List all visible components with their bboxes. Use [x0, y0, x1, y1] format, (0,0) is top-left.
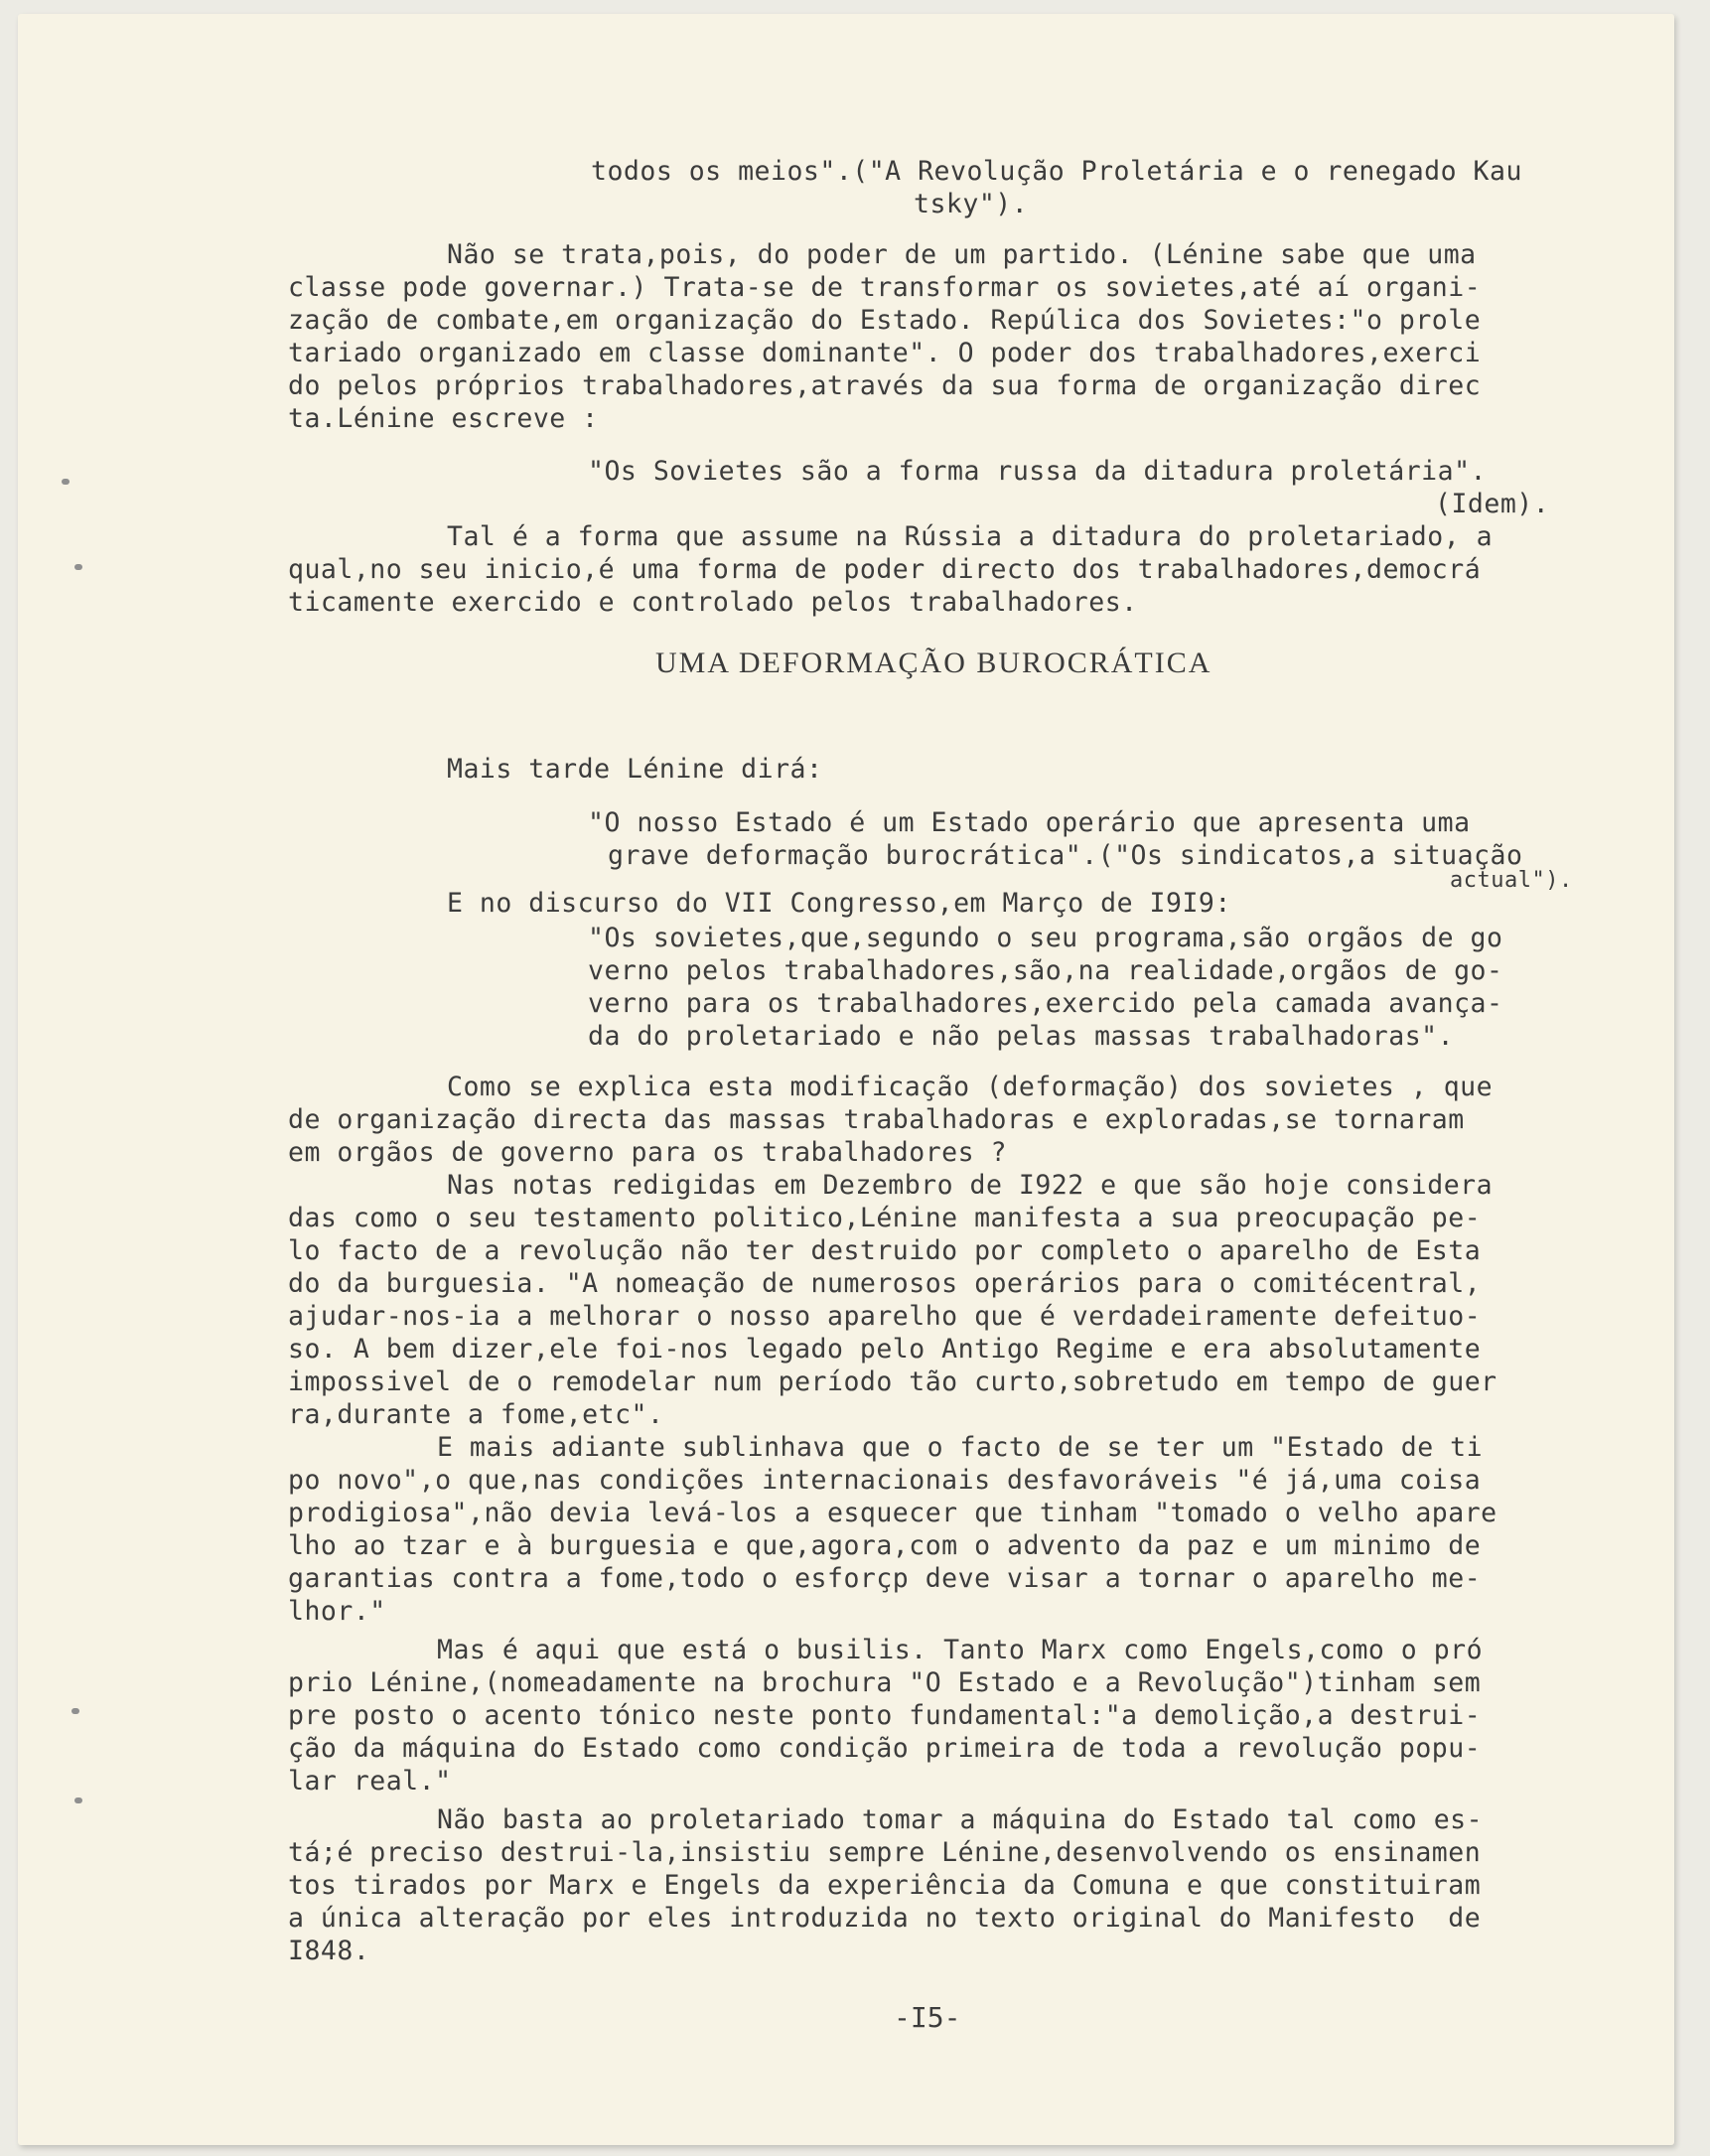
- text-line: ra,durante a fome,etc".: [288, 1399, 664, 1430]
- text-line: po novo",o que,nas condições internacionais desfavoráveis "é já,uma coisa: [288, 1465, 1482, 1496]
- text-line: so. A bem dizer,ele foi-nos legado pelo Antigo Regime e era absolutamente: [288, 1334, 1482, 1365]
- text-line: I848.: [288, 1936, 370, 1966]
- quote-line: "Os Sovietes são a forma russa da ditadura proletária".: [588, 456, 1487, 487]
- text-line: do pelos próprios trabalhadores,através da sua forma de organização direc: [288, 370, 1482, 401]
- text-line: tsky").: [914, 189, 1029, 219]
- text-line: Tal é a forma que assume na Rússia a ditadura do proletariado, a: [447, 521, 1494, 552]
- text-line: pre posto o acento tónico neste ponto fundamental:"a demolição,a destrui-: [288, 1700, 1482, 1731]
- quote-line: verno para os trabalhadores,exercido pela camada avança-: [588, 988, 1503, 1019]
- punch-hole-mark: [62, 479, 70, 485]
- text-line: Nas notas redigidas em Dezembro de I922 e que são hoje considera: [447, 1170, 1494, 1201]
- text-line: tá;é preciso destrui-la,insistiu sempre Lénine,desenvolvendo os ensinamen: [288, 1837, 1482, 1868]
- text-line: do da burguesia. "A nomeação de numerosos operários para o comitécentral,: [288, 1268, 1482, 1299]
- text-line: a única alteração por eles introduzida no texto original do Manifesto de: [288, 1903, 1482, 1934]
- text-line: lo facto de a revolução não ter destruido por completo o aparelho de Esta: [288, 1235, 1482, 1266]
- quote-line: da do proletariado e não pelas massas trabalhadoras".: [588, 1021, 1455, 1052]
- text-line: E no discurso do VII Congresso,em Março de I9I9:: [447, 888, 1231, 919]
- text-line: E mais adiante sublinhava que o facto de se ter um "Estado de ti: [437, 1432, 1484, 1463]
- text-line: Não se trata,pois, do poder de um partido. (Lénine sabe que uma: [447, 239, 1477, 270]
- quote-citation: (Idem).: [1435, 489, 1550, 519]
- text-line: Como se explica esta modificação (deformação) dos sovietes , que: [447, 1072, 1494, 1102]
- text-line: de organização directa das massas trabalhadoras e exploradas,se tornaram: [288, 1104, 1465, 1135]
- text-line: lhor.": [288, 1596, 386, 1627]
- text-line: ta.Lénine escreve :: [288, 403, 599, 434]
- text-line: lar real.": [288, 1766, 452, 1797]
- quote-line: "O nosso Estado é um Estado operário que apresenta uma: [588, 807, 1471, 838]
- text-line: todos os meios".("A Revolução Proletária e o renegado Kau: [591, 156, 1522, 187]
- text-line: qual,no seu inicio,é uma forma de poder directo dos trabalhadores,democrá: [288, 554, 1482, 585]
- punch-hole-mark: [74, 1797, 82, 1803]
- punch-hole-mark: [71, 1708, 79, 1714]
- page-number: -I5-: [894, 2001, 961, 2034]
- text-line: das como o seu testamento politico,Lénine manifesta a sua preocupação pe-: [288, 1203, 1482, 1233]
- section-heading: UMA DEFORMAÇÃO BUROCRÁTICA: [655, 647, 1212, 679]
- text-line: ticamente exercido e controlado pelos trabalhadores.: [288, 587, 1138, 618]
- text-line: tariado organizado em classe dominante". O poder dos trabalhadores,exerci: [288, 338, 1482, 368]
- text-line: lho ao tzar e à burguesia e que,agora,com o advento da paz e um minimo de: [288, 1530, 1482, 1561]
- text-line: prio Lénine,(nomeadamente na brochura "O Estado e a Revolução")tinham sem: [288, 1667, 1482, 1698]
- quote-line: "Os sovietes,que,segundo o seu programa,são orgãos de go: [588, 923, 1503, 953]
- quote-citation: actual").: [1450, 868, 1573, 893]
- text-line: Não basta ao proletariado tomar a máquina do Estado tal como es-: [437, 1804, 1484, 1835]
- punch-hole-mark: [74, 564, 82, 570]
- text-line: ajudar-nos-ia a melhorar o nosso aparelho que é verdadeiramente defeituo-: [288, 1301, 1482, 1332]
- text-line: Mas é aqui que está o busilis. Tanto Marx como Engels,como o pró: [437, 1635, 1484, 1665]
- text-line: classe pode governar.) Trata-se de transformar os sovietes,até aí organi-: [288, 272, 1482, 303]
- quote-line: verno pelos trabalhadores,são,na realidade,orgãos de go-: [588, 955, 1503, 986]
- text-line: prodigiosa",não devia levá-los a esquecer que tinham "tomado o velho apare: [288, 1498, 1497, 1528]
- text-line: impossivel de o remodelar num período tão curto,sobretudo em tempo de guer: [288, 1366, 1497, 1397]
- text-line: Mais tarde Lénine dirá:: [447, 754, 823, 785]
- text-line: tos tirados por Marx e Engels da experiência da Comuna e que constituiram: [288, 1870, 1482, 1901]
- text-line: em orgãos de governo para os trabalhadores ?: [288, 1137, 1007, 1168]
- text-line: ção da máquina do Estado como condição primeira de toda a revolução popu-: [288, 1733, 1482, 1764]
- text-line: garantias contra a fome,todo o esforçp deve visar a tornar o aparelho me-: [288, 1563, 1482, 1594]
- quote-line: grave deformação burocrática".("Os sindicatos,a situação: [608, 840, 1523, 871]
- text-line: zação de combate,em organização do Estado. Repúlica dos Sovietes:"o prole: [288, 305, 1482, 336]
